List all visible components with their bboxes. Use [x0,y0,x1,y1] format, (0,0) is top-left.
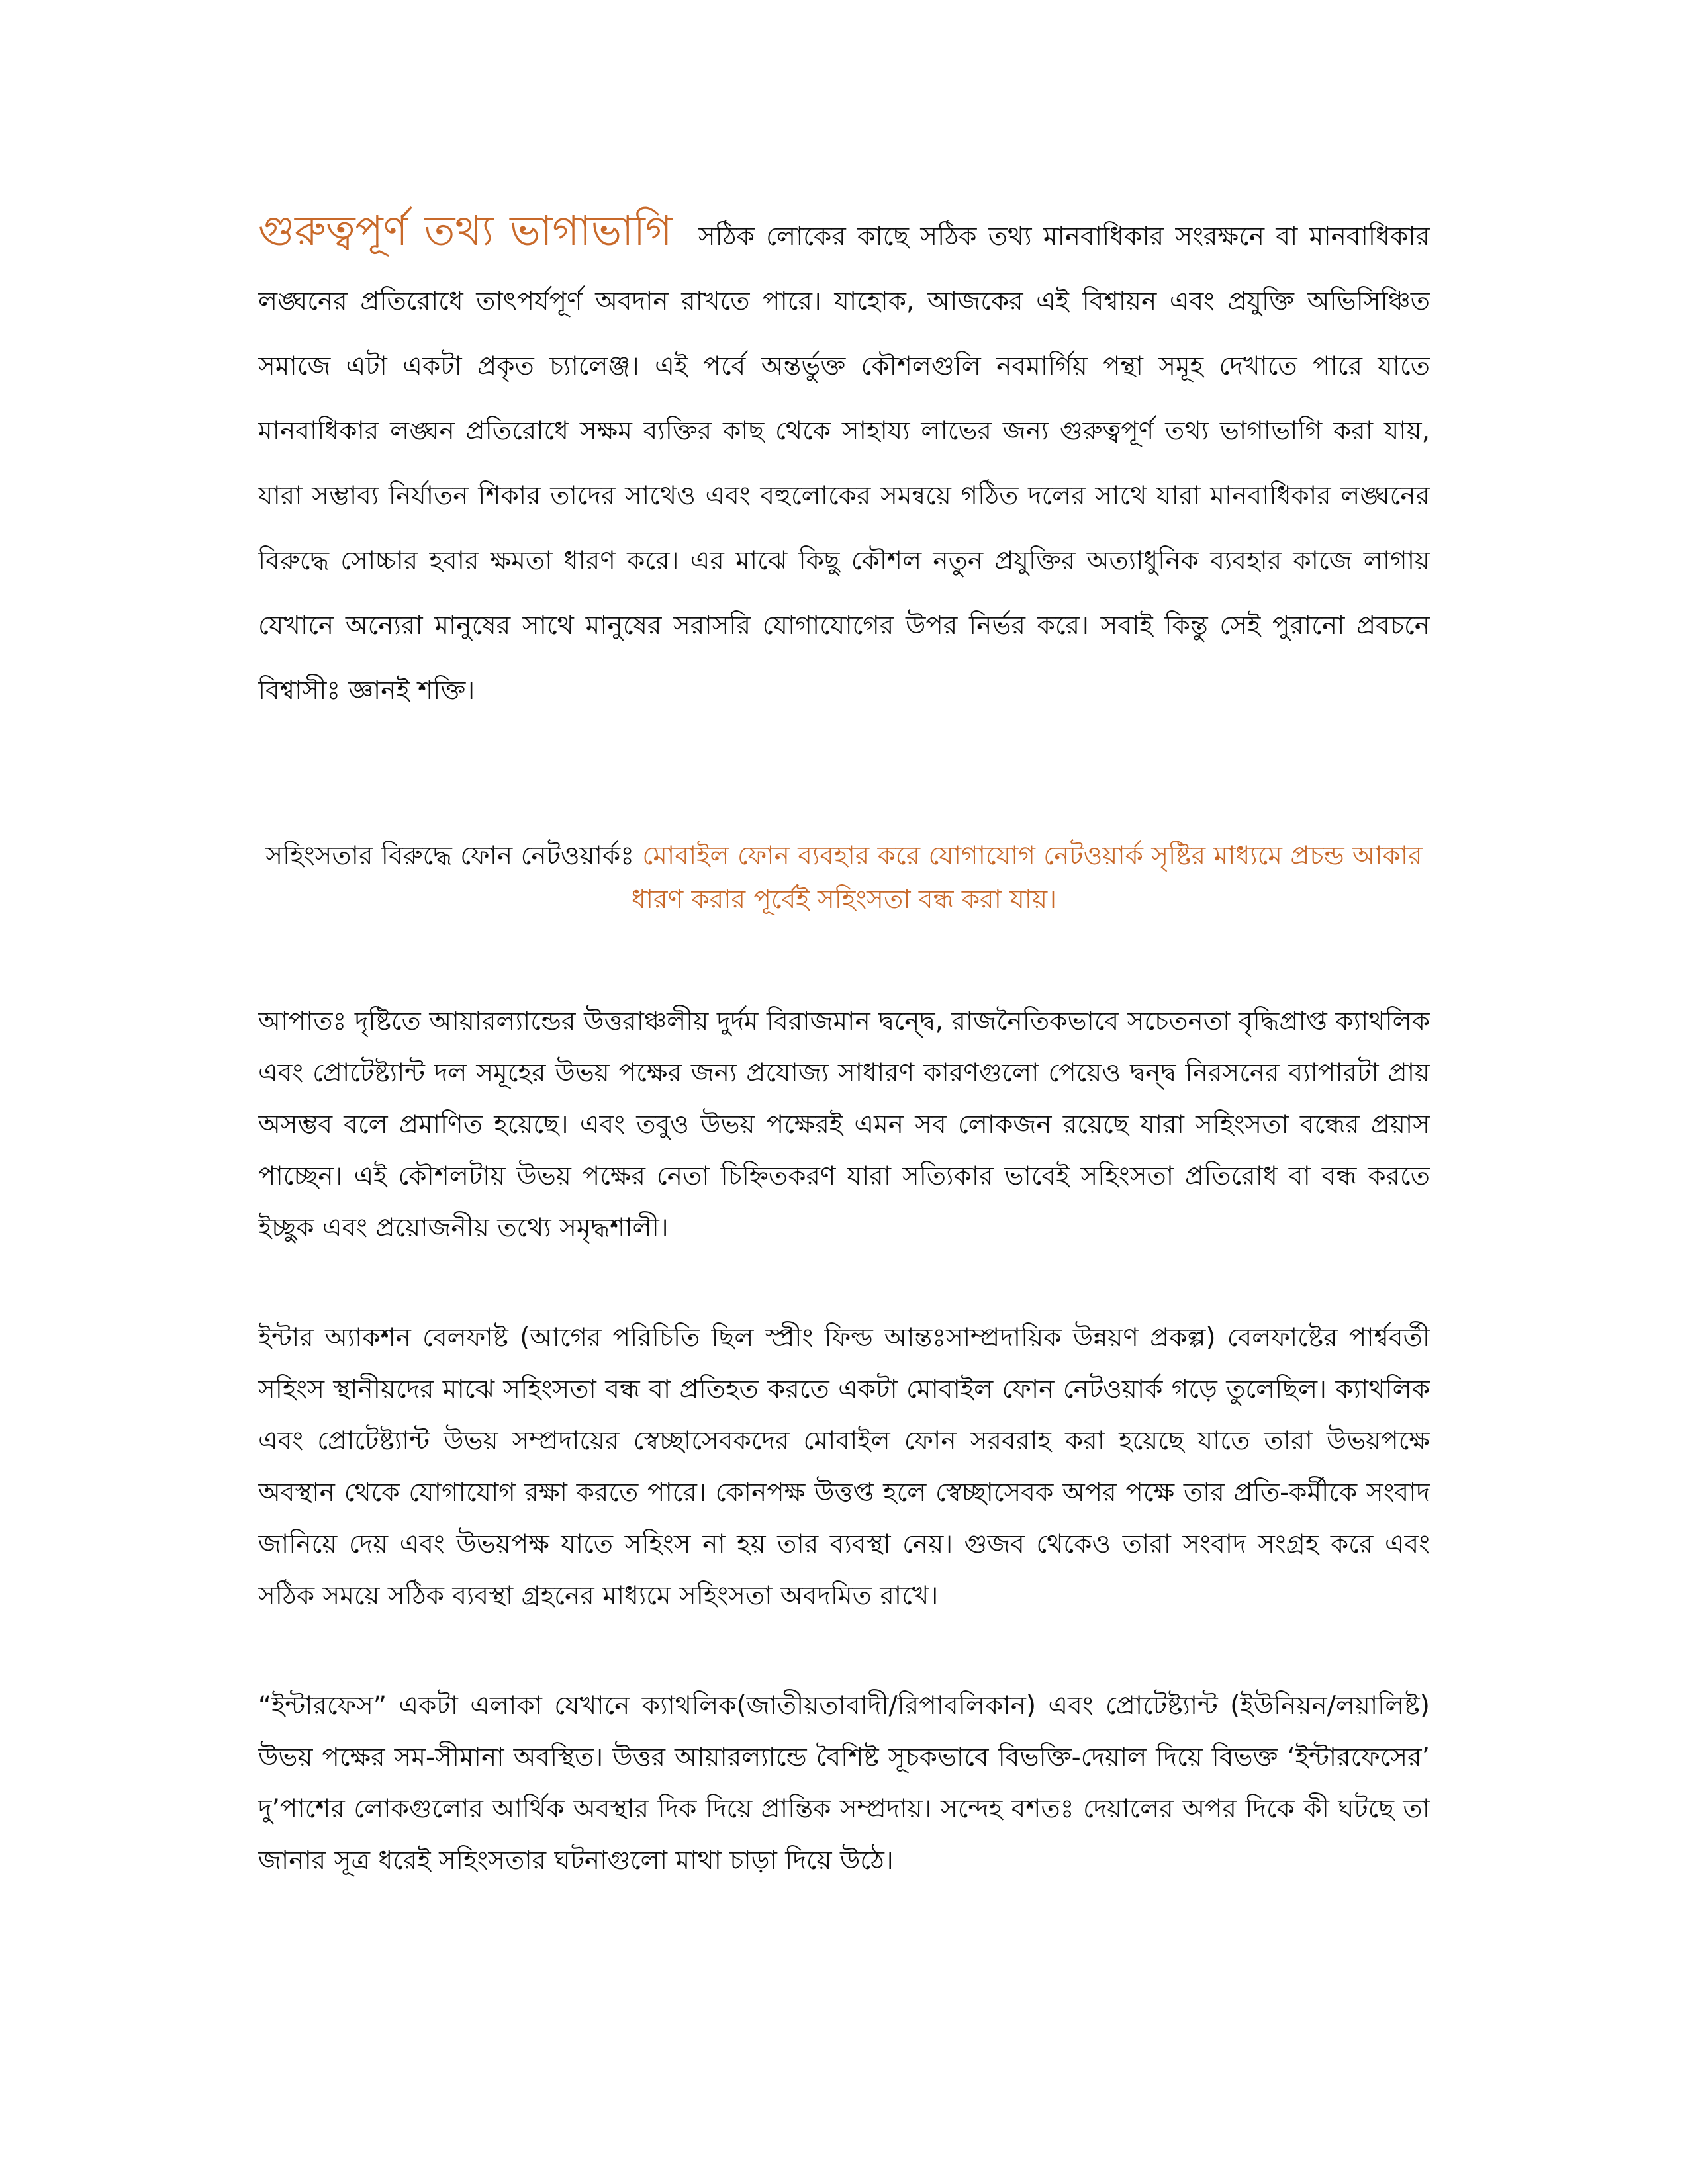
section-lead: মোবাইল ফোন ব্যবহার করে যোগাযোগ নেটওয়ার্ক সৃষ্টির মাধ্যমে প্রচন্ড আকার ধারণ করার পূর্বেই সহিংসতা বন্ধ করা যায়। [631,841,1423,915]
document-page [258,199,1430,1887]
intro-text: সঠিক লোকের কাছে সঠিক তথ্য মানবাধিকার সংরক্ষনে বা মানবাধিকার লঙ্ঘনের প্রতিরোধে তাৎপর্যপূর্ণ অবদান রাখতে পারে। যাহোক, আজকের এই বিশ্বায়ন এবং প্রযুক্তি অভিসিঞ্চিত সমাজে এটা একটা প্রকৃত চ্যালেঞ্জ। এই পর্বে অন্তর্ভুক্ত কৌশলগুলি নবমার্গিয় পন্থা সমূহ দেখাতে পারে যাতে মানবাধিকার লঙ্ঘন প্রতিরোধে সক্ষম ব্যক্তির কাছ থেকে সাহায্য লাভের জন্য গুরুত্বপূর্ণ তথ্য ভাগাভাগি করা যায়, যারা সম্ভাব্য নির্যাতন শিকার তাদের সাথেও এবং বহুলোকের সমন্বয়ে গঠিত দলের সাথে যারা মানবাধিকার লঙ্ঘনের বিরুদ্ধে সোচ্চার হবার ক্ষমতা ধারণ করে। এর মাঝে কিছু কৌশল নতুন প্রযুক্তির অত্যাধুনিক ব্যবহার কাজে লাগায় যেখানে অন্যেরা মানুষের সাথে মানুষের সরাসরি যোগাযোগের উপর নির্ভর করে। সবাই কিন্তু সেই পুরানো প্রবচনে বিশ্বাসীঃ জ্ঞানই শক্তি। [258,222,1430,705]
body-paragraph-2: ইন্টার অ্যাকশন বেলফাষ্ট (আগের পরিচিতি ছিল স্প্রীং ফিল্ড আন্তঃসাম্প্রদায়িক উন্নয়ণ প্রকল্প) বেলফাষ্টের পার্শ্ববর্তী সহিংস স্থানীয়দের মাঝে সহিংসতা বন্ধ বা প্রতিহত করতে একটা মোবাইল ফোন নেটওয়ার্ক গড়ে তুলেছিল। ক্যাথলিক এবং প্রোটেষ্ট্যান্ট উভয় সম্প্রদায়ের স্বেচ্ছাসেবকদের মোবাইল ফোন সরবরাহ করা হয়েছে যাতে তারা উভয়পক্ষে অবস্থান থেকে যোগাযোগ রক্ষা করতে পারে। কোনপক্ষ উত্তপ্ত হলে স্বেচ্ছাসেবক অপর পক্ষে তার প্রতি-কর্মীকে সংবাদ জানিয়ে দেয় এবং উভয়পক্ষ যাতে সহিংস না হয় তার ব্যবস্থা নেয়। গুজব থেকেও তারা সংবাদ সংগ্রহ করে এবং সঠিক সময়ে সঠিক ব্যবস্থা গ্রহনের মাধ্যমে সহিংসতা অবদমিত রাখে। [258,1323,1430,1611]
intro-paragraph [258,199,1430,723]
page-title: গুরুত্বপূর্ণ তথ্য ভাগাভাগি [258,206,673,255]
body-paragraph-3: “ইন্টারফেস” একটা এলাকা যেখানে ক্যাথলিক(জাতীয়তাবাদী/রিপাবলিকান) এবং প্রোটেষ্ট্যান্ট (ইউনিয়ন/লয়ালিষ্ট) উভয় পক্ষের সম-সীমানা অবস্থিত। উত্তর আয়ারল্যান্ডে বৈশিষ্ট সূচকভাবে বিভক্তি-দেয়াল দিয়ে বিভক্ত ‘ইন্টারফেসের’ দু’পাশের লোকগুলোর আর্থিক অবস্থার দিক দিয়ে প্রান্তিক সম্প্রদায়। সন্দেহ বশতঃ দেয়ালের অপর দিকে কী ঘটছে তা জানার সূত্র ধরেই সহিংসতার ঘটনাগুলো মাথা চাড়া দিয়ে উঠে। [258,1691,1430,1876]
section-heading [258,835,1430,922]
body-paragraph-1: আপাতঃ দৃষ্টিতে আয়ারল্যান্ডের উত্তরাঞ্চলীয় দুর্দম বিরাজমান দ্বন্দ্বে, রাজনৈতিকভাবে সচেতনতা বৃদ্ধিপ্রাপ্ত ক্যাথলিক এবং প্রোটেষ্ট্যান্ট দল সমূহের উভয় পক্ষের জন্য প্রযোজ্য সাধারণ কারণগুলো পেয়েও দ্বন্দ্ব নিরসনের ব্যাপারটা প্রায় অসম্ভব বলে প্রমাণিত হয়েছে। এবং তবুও উভয় পক্ষেরই এমন সব লোকজন রয়েছে যারা সহিংসতা বন্ধের প্রয়াস পাচ্ছেন। এই কৌশলটায় উভয় পক্ষের নেতা চিহ্নিতকরণ যারা সত্যিকার ভাবেই সহিংসতা প্রতিরোধ বা বন্ধ করতে ইচ্ছুক এবং প্রয়োজনীয় তথ্যে সমৃদ্ধশালী। [258,1007,1430,1243]
section-label: সহিংসতার বিরুদ্ধে ফোন নেটওয়ার্কঃ [265,841,634,871]
